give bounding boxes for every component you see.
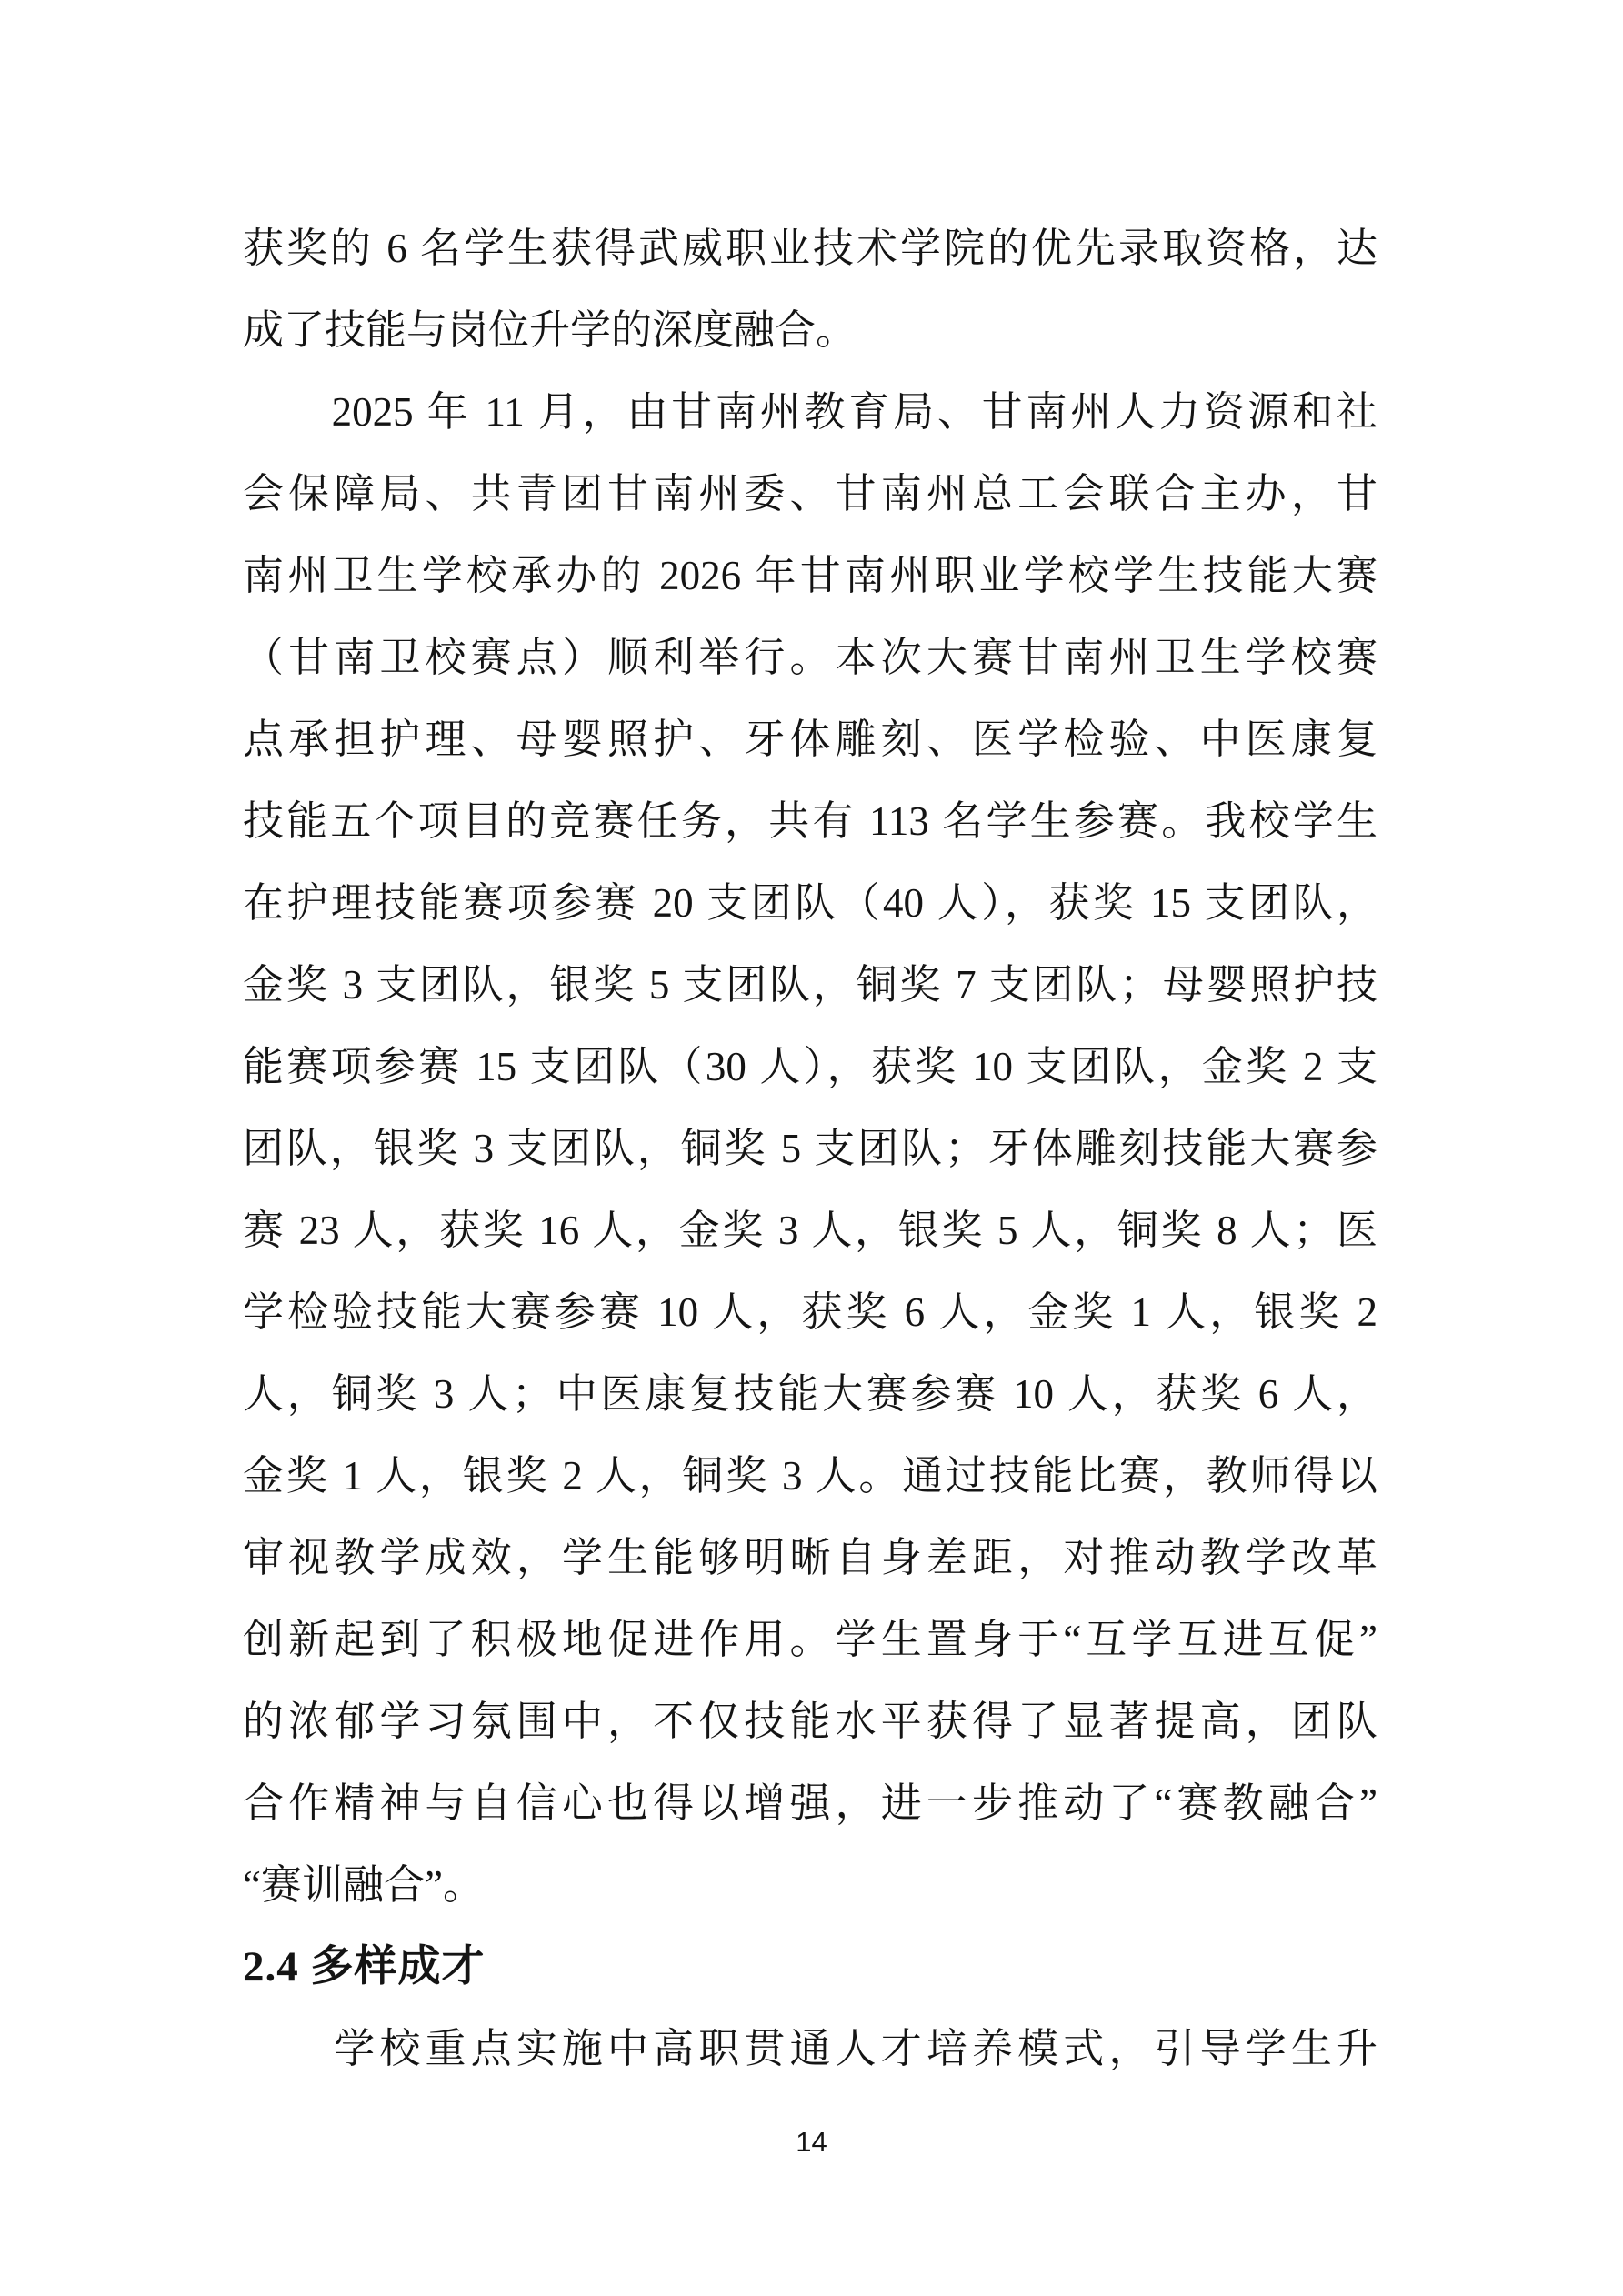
text-line: 学校重点实施中高职贯通人才培养模式，引导学生升 bbox=[243, 2026, 1378, 2071]
text-line: 审视教学成效，学生能够明晰自身差距，对推动教学改革 bbox=[243, 1535, 1378, 1580]
text-line: 合作精神与自信心也得以增强，进一步推动了“赛教融合” bbox=[243, 1780, 1378, 1826]
text-line: 能赛项参赛 15 支团队（30 人），获奖 10 支团队，金奖 2 支 bbox=[243, 1044, 1378, 1089]
text-line: 赛 23 人，获奖 16 人，金奖 3 人，银奖 5 人，铜奖 8 人；医 bbox=[243, 1208, 1378, 1253]
text-line: “赛训融合”。 bbox=[243, 1862, 484, 1908]
section-heading: 2.4 多样成才 bbox=[243, 1943, 486, 1990]
text-line: 人，铜奖 3 人；中医康复技能大赛参赛 10 人，获奖 6 人， bbox=[243, 1371, 1378, 1417]
text-line: 的浓郁学习氛围中，不仅技能水平获得了显著提高，团队 bbox=[243, 1699, 1378, 1744]
text-line: 技能五个项目的竞赛任务，共有 113 名学生参赛。我校学生 bbox=[243, 798, 1378, 844]
text-line: 2025 年 11 月，由甘南州教育局、甘南州人力资源和社 bbox=[243, 389, 1378, 435]
text-line: 金奖 3 支团队，银奖 5 支团队，铜奖 7 支团队；母婴照护技 bbox=[243, 962, 1378, 1008]
text-line: 成了技能与岗位升学的深度融合。 bbox=[243, 307, 857, 353]
text-line: 获奖的 6 名学生获得武威职业技术学院的优先录取资格，达 bbox=[243, 226, 1378, 271]
text-line: 点承担护理、母婴照护、牙体雕刻、医学检验、中医康复 bbox=[243, 717, 1378, 762]
text-line: 金奖 1 人，银奖 2 人，铜奖 3 人。通过技能比赛，教师得以 bbox=[243, 1453, 1378, 1499]
text-line: （甘南卫校赛点）顺利举行。本次大赛甘南州卫生学校赛 bbox=[243, 635, 1378, 680]
text-line: 创新起到了积极地促进作用。学生置身于“互学互进互促” bbox=[243, 1617, 1378, 1662]
text-block bbox=[243, 207, 1378, 2090]
text-line: 南州卫生学校承办的 2026 年甘南州职业学校学生技能大赛 bbox=[243, 553, 1378, 598]
text-line: 在护理技能赛项参赛 20 支团队（40 人），获奖 15 支团队， bbox=[243, 880, 1378, 926]
page-number: 14 bbox=[796, 2126, 827, 2158]
text-line: 团队，银奖 3 支团队，铜奖 5 支团队；牙体雕刻技能大赛参 bbox=[243, 1126, 1378, 1171]
text-line: 会保障局、共青团甘南州委、甘南州总工会联合主办，甘 bbox=[243, 471, 1378, 516]
text-line: 学检验技能大赛参赛 10 人，获奖 6 人，金奖 1 人，银奖 2 bbox=[243, 1289, 1378, 1335]
